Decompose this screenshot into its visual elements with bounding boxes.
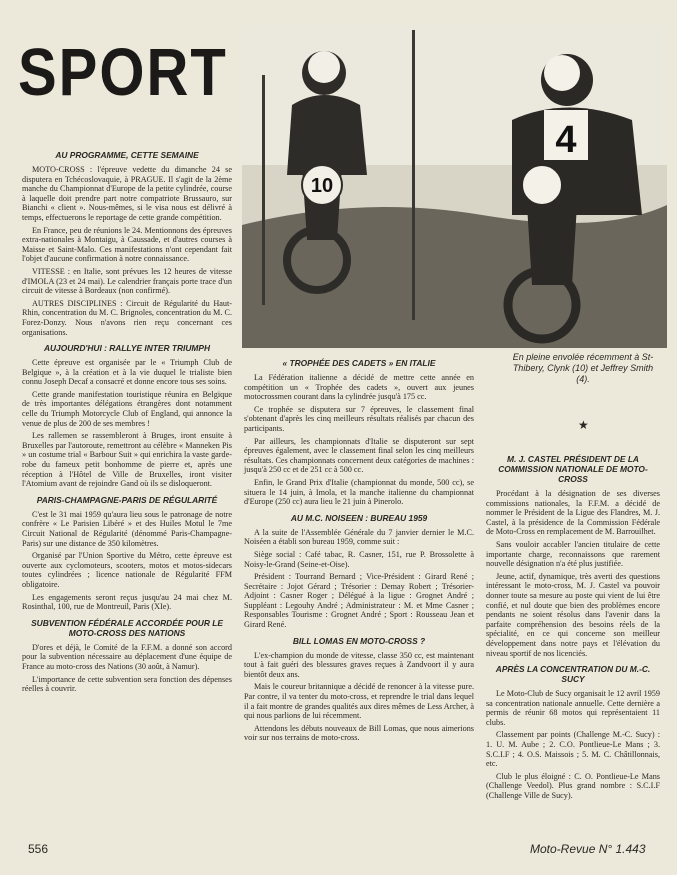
heading-au-programme: AU PROGRAMME, CETTE SEMAINE (55, 150, 199, 160)
magazine-issue: Moto-Revue N° 1.443 (530, 842, 646, 856)
star-divider: ★ (578, 418, 589, 432)
heading-mc-noiseen: AU M.C. NOISEEN : BUREAU 1959 (290, 512, 428, 523)
motocross-photo (242, 25, 667, 348)
paragraph: Le Moto-Club de Sucy organisait le 12 avril 1959 sa concentration nationale annuelle. Cette dernière a permis de réunir 68 motos qui représentaient 11 clubs. (486, 689, 660, 727)
heading-subvention: SUBVENTION FÉDÉRALE ACCORDÉE POUR LE MOTO-CROSS DES NATIONS (31, 617, 223, 638)
paragraph: Cette grande manifestation touristique réunira en Belgique de très importantes délégations étrangères dont notamment celle du Triumph Motorcycle Club of England, qui annonce la venue de plus de 200 de ses membres ! (22, 389, 232, 428)
paragraph: Mais le coureur britannique a décidé de renoncer à la vitesse pure. Par contre, il va tenter du moto-cross, et reprendre le trial dans lequel il a fait montre de grandes qualités aux dires mêmes de Less Archer, à qui nous parlions de lui récemment. (244, 682, 474, 721)
paragraph: Cette épreuve est organisée par le « Triumph Club de Belgique », à la création et à la vie duquel le trialiste bien connu Joseph Decaf a consacré et donne encore tous ses soins. (22, 358, 232, 387)
heading-castel: M. J. CASTEL PRÉSIDENT DE LA COMMISSION NATIONALE DE MOTO-CROSS (498, 454, 648, 484)
paragraph: Ce trophée se disputera sur 7 épreuves, le classement final s'obtenant d'après les cinq meilleurs résultats réalisés par chacun des participants. (244, 404, 474, 433)
heading-paris-champagne: PARIS-CHAMPAGNE-PARIS DE RÉGULARITÉ (36, 494, 218, 505)
paragraph: A la suite de l'Assemblée Générale du 7 janvier dernier le M.C. Noiséen a établi son bureau 1959, comme suit : (244, 527, 474, 547)
paragraph: Classement par points (Challenge M.-C. Sucy) : 1. U. M. Aube ; 2. C.O. Pontlieue-Le Mans ; 3. S.C.I.F ; 4. O.S. Maissois ; 5. M. C. Châtillonnais, etc. (486, 730, 660, 769)
column-3 (486, 448, 660, 804)
paragraph: VITESSE : en Italie, sont prévues les 12 heures de vitesse d'IMOLA (23 et 24 mai). Le calendrier français porte trace d'un circuit de vitesse à Bordeaux (non confirmé). (22, 266, 232, 296)
paragraph: L'importance de cette subvention sera fonction des dépenses réelles à couvrir. (22, 674, 232, 694)
paragraph: La Fédération italienne a décidé de mettre cette année en compétition un « Trophée des cadets », ouvert aux jeunes motocrossmen courant dans la cylindrée jusqu'à 175 cc. (244, 373, 474, 402)
heading-concentration-sucy: APRÈS LA CONCENTRATION DU M.-C. SUCY (495, 664, 651, 685)
paragraph: Jeune, actif, dynamique, très averti des questions intéressant le moto-cross, M. J. Castel va pouvoir donner toute sa mesure au poste qui vient de lui être confié, et nul doute que bien des problèmes encore pendants ne soient résolus dans l'avenir dans la parfaite compréhension des besoins réels de la spécialité, en ce qui concerne son meilleur développement dans notre pays et l'élévation du niveau sportif de nos licenciés. (486, 571, 660, 658)
heading-bill-lomas: BILL LOMAS EN MOTO-CROSS ? (292, 635, 426, 646)
paragraph: AUTRES DISCIPLINES : Circuit de Régularité du Haut-Rhin, concentration du M. C. Brignoles, concentration du M. C. Forez-Donzy. Nous n'avons rien reçu concernant ces organisations. (22, 298, 232, 337)
column-1 (22, 144, 232, 697)
paragraph: L'ex-champion du monde de vitesse, classe 350 cc, est maintenant tout à fait guéri des blessures graves reçues à Zandvoort il y aura bientôt deux ans. (244, 650, 474, 679)
heading-trophee-cadets: « TROPHÉE DES CADETS » EN ITALIE (282, 358, 436, 368)
column-2 (244, 352, 474, 746)
paragraph: Par ailleurs, les championnats d'Italie se disputeront sur sept épreuves également, avec le classement final selon les cinq meilleurs résultats. Ces championnats concernent deux catégories de machines : jusqu'à 250 cc et de 251 cc à 500 cc. (244, 436, 474, 475)
paragraph: Attendons les débuts nouveaux de Bill Lomas, que nous aimerions voir sur nos terrains de moto-cross. (244, 723, 474, 743)
paragraph: Organisé par l'Union Sportive du Métro, cette épreuve est ouverte aux cyclomoteurs, scooters, motos et motos-sidecars toutes cylindrées ; licence nationale de Régularité FFM obligatoire. (22, 551, 232, 589)
paragraph: MOTO-CROSS : l'épreuve vedette du dimanche 24 se disputera en Tchécoslovaquie, à PRAGUE. Il s'agit de la 2ème manche du Championnat d'Europe de la petite cylindrée, course à laquelle doit prendre part notre compatriote Brussauro, sur Bianchi « client ». Nous-mêmes, si le visa nous est délivré à temps, effectuerons le reportage de cette grande compétition. (22, 165, 232, 222)
rider-number-left: 10 (310, 175, 334, 197)
page-number: 556 (28, 842, 49, 856)
rider-number-right: 4 (555, 119, 577, 161)
paragraph: Les rallemen se rassembleront à Bruges, iront ensuite à Bruxelles par l'autoroute, remettront au célèbre « Manneken Pis » un costume trial « Barbour Suit » qui enrichira la vaste garde-robe du fameux petit bonhomme de pierre et, après une réception à l'Hôtel de Ville de Bruxelles, iront visiter l'Atomium avant de rejoindre Gand où ils se disloqueront. (22, 431, 232, 489)
paragraph: Club le plus éloigné : C. O. Pontlieue-Le Mans (Challenge Veedol). Plus grand nombre : S.C.I.F (Challenge Ville de Sucy). (486, 771, 660, 801)
paragraph: Enfin, le Grand Prix d'Italie (championnat du monde, 500 cc), se situera le 14 juin, à Imola, et la manche italienne du championnat d'Europe (250 cc) aura lieu le 21 juin à Pinerolo. (244, 477, 474, 507)
paragraph: En France, peu de réunions le 24. Mentionnons des épreuves extra-nationales à Montaigu, à Caussade, et d'autres courses à Maisse et Saint-Malo. Ces manifestations n'ont cependant fait l'objet d'aucune confirmation à notre connaissance. (22, 225, 232, 264)
paragraph: Procédant à la désignation de ses diverses commissions nationales, la F.F.M. a décidé de nommer le Président de la Ligue des Flandres, M. J. Castel, à la présidence de la Commission Fédérale de Moto-Cross en remplacement de M. Barrouilhet. (486, 489, 660, 537)
paragraph: Sans vouloir accabler l'ancien titulaire de cette importante charge, reconnaissons que rarement nouvelle désignation n'a été plus justifiée. (486, 539, 660, 569)
paragraph: D'ores et déjà, le Comité de la F.F.M. a donné son accord pour la subvention nécessaire au déplacement d'une équipe de France au moto-cross des Nations (30 août, à Namur). (22, 642, 232, 671)
paragraph: Les engagements seront reçus jusqu'au 24 mai chez M. Rosinthal, 100, rue de Montreuil, Paris (XIe). (22, 592, 232, 612)
paragraph: Président : Tourrand Bernard ; Vice-Président : Girard René ; Secrétaire : Jojot Gérard ; Trésorier : Demay Robert ; Trésorier-Adjoint : Casner Roger ; Délégué à la ligue : Grognet André ; Suppléant : Legouhy André ; Administrateur : M. et Mme Casner ; Responsables Tourisme : Grognet André ; Sport : Rousseau Jean et Girard René. (244, 572, 474, 630)
paragraph: Siège social : Café tabac, R. Casner, 151, rue P. Brossolette à Noisy-le-Grand (Seine-et-Oise). (244, 549, 474, 569)
heading-rallye-triumph: AUJOURD'HUI : RALLYE INTER TRIUMPH (43, 343, 211, 354)
photo-caption: En pleine envolée récemment à St-Thibery, Clynk (10) et Jeffrey Smith (4). (512, 352, 654, 384)
page-title: SPORT (18, 35, 228, 111)
paragraph: C'est le 31 mai 1959 qu'aura lieu sous le patronage de notre confrère « Le Parisien Libéré » et des Huiles Motul le 7me Circuit National de Régularité (dénommé Paris-Champagne-Paris) sur une distance de 350 kilomètres. (22, 509, 232, 548)
